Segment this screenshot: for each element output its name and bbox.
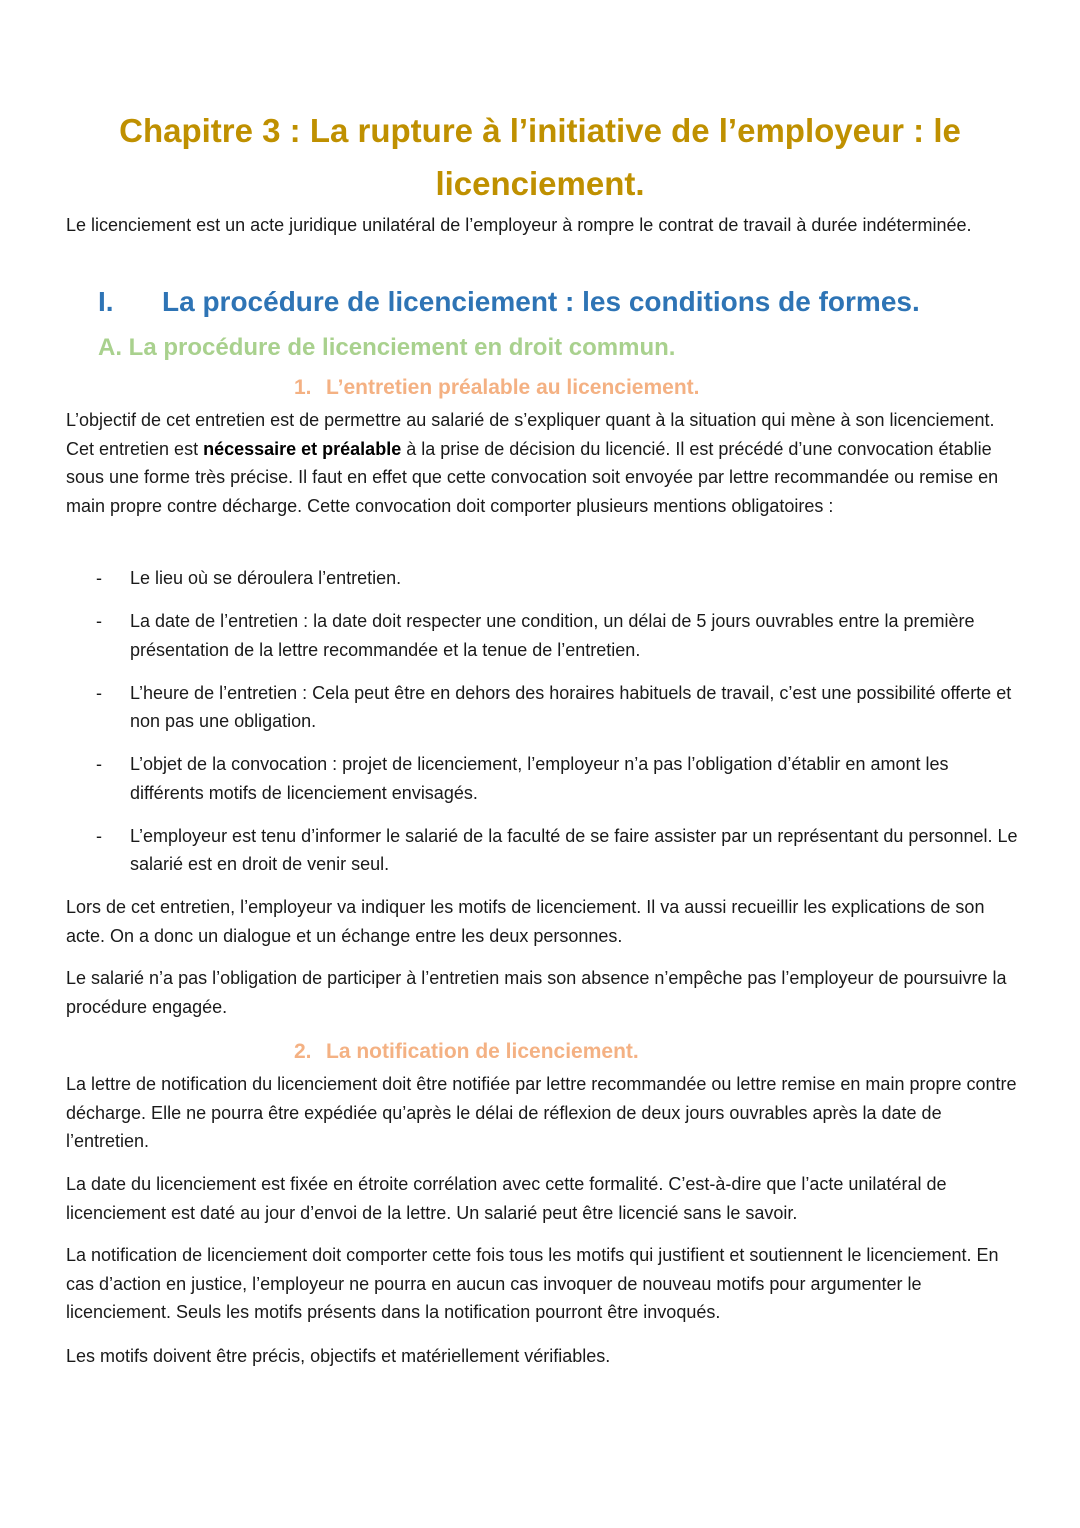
- sub-subsection-title: L’entretien préalable au licenciement.: [326, 376, 700, 399]
- bold-emphasis: nécessaire et préalable: [203, 438, 402, 459]
- paragraph-text: à la prise de décision du licencié. Il est précédé d’une convocation établie sous une forme très précise. Il faut en effet que cette convocation soit envoyée par lettre recommandée ou remise en main propre contre décharge. Cette convocation doit comporter plusieurs mentions obligatoires :: [66, 438, 999, 516]
- chapter-title-line2: licenciement.: [435, 165, 645, 202]
- chapter-title: [60, 104, 1020, 210]
- paragraph-date: La date du licenciement est fixée en étroite corrélation avec cette formalité. C’est-à-dire que l’acte unilatéral de licenciement est daté au jour d’envoi de la lettre. Un salarié peut être licencié sans le savoir.: [66, 1174, 947, 1223]
- paragraph-conclusion: Les motifs doivent être précis, objectifs et matériellement vérifiables.: [66, 1346, 611, 1366]
- bullet-dash: -: [96, 754, 102, 774]
- bullet-dash: -: [96, 825, 102, 846]
- sub-subsection-heading-1: [294, 373, 699, 403]
- list-item-text: L’objet de la convocation : projet de licenciement, l’employeur n’a pas l’obligation d’établir en amont les différents motifs de licenciement envisagés.: [130, 754, 949, 803]
- paragraph-notification: La lettre de notification du licenciement doit être notifiée par lettre recommandée ou lettre remise en main propre contre décharge. Elle ne pourra être expédiée qu’après le délai de réflexion de deux jours ouvrables après la date de l’entretien.: [66, 1074, 1017, 1151]
- sub-subsection-title: La notification de licenciement.: [326, 1040, 639, 1063]
- chapter-title-line1: Chapitre 3 : La rupture à l’initiative de l’employeur : le: [119, 112, 961, 149]
- paragraph-text: L’objectif de cet entretien est de permettre au salarié de s’expliquer quant à la situation qui mène à son licenciement. Cet entretien est: [66, 410, 995, 459]
- list-item-text: L’heure de l’entretien : Cela peut être en dehors des horaires habituels de travail, c’est une possibilité offerte et non pas une obligation.: [130, 682, 1012, 731]
- bullet-dash: -: [96, 568, 102, 588]
- list-item: [66, 564, 1026, 593]
- paragraph-motifs: La notification de licenciement doit comporter cette fois tous les motifs qui justifient et soutiennent le licenciement. En cas d’action en justice, l’employeur ne pourra en aucun cas invoquer de nouveau motifs pour argumenter le licenciement. Seuls les motifs présents dans la notification pourront être invoqués.: [66, 1245, 999, 1322]
- list-item-text: La date de l’entretien : la date doit respecter une condition, un délai de 5 jours ouvrables entre la première présentation de la lettre recommandée et la tenue de l’entretien.: [130, 611, 975, 660]
- subsection-heading-a: A. La procédure de licenciement en droit commun.: [98, 334, 676, 361]
- mentions-list: [66, 564, 1026, 893]
- list-item-text: Le lieu où se déroulera l’entretien.: [130, 568, 402, 588]
- paragraph-dialogue: Lors de cet entretien, l’employeur va indiquer les motifs de licenciement. Il va aussi recueillir les explications de son acte. On a donc un dialogue et un échange entre les deux personnes.: [66, 897, 985, 946]
- list-item: [66, 750, 1026, 807]
- list-item: [66, 607, 1026, 664]
- bullet-dash: -: [96, 611, 102, 631]
- intro-paragraph: Le licenciement est un acte juridique unilatéral de l’employeur à rompre le contrat de travail à durée indéterminée.: [66, 215, 972, 235]
- bullet-dash: -: [96, 682, 102, 703]
- section-number: I.: [98, 286, 114, 317]
- sub-subsection-number: 1.: [294, 376, 312, 399]
- list-item: [66, 679, 1026, 736]
- sub-subsection-number: 2.: [294, 1040, 312, 1063]
- section-title: La procédure de licenciement : les conditions de formes.: [162, 286, 920, 317]
- section-heading-1: [98, 282, 920, 322]
- paragraph-absence: Le salarié n’a pas l’obligation de participer à l’entretien mais son absence n’empêche pas l’employeur de poursuivre la procédure engagée.: [66, 968, 1007, 1017]
- list-item: [66, 822, 1026, 879]
- paragraph-entretien: [66, 406, 1026, 520]
- sub-subsection-heading-2: [294, 1037, 639, 1067]
- list-item-text: L’employeur est tenu d’informer le salarié de la faculté de se faire assister par un représentant du personnel. Le salarié est en droit de venir seul.: [130, 825, 1018, 874]
